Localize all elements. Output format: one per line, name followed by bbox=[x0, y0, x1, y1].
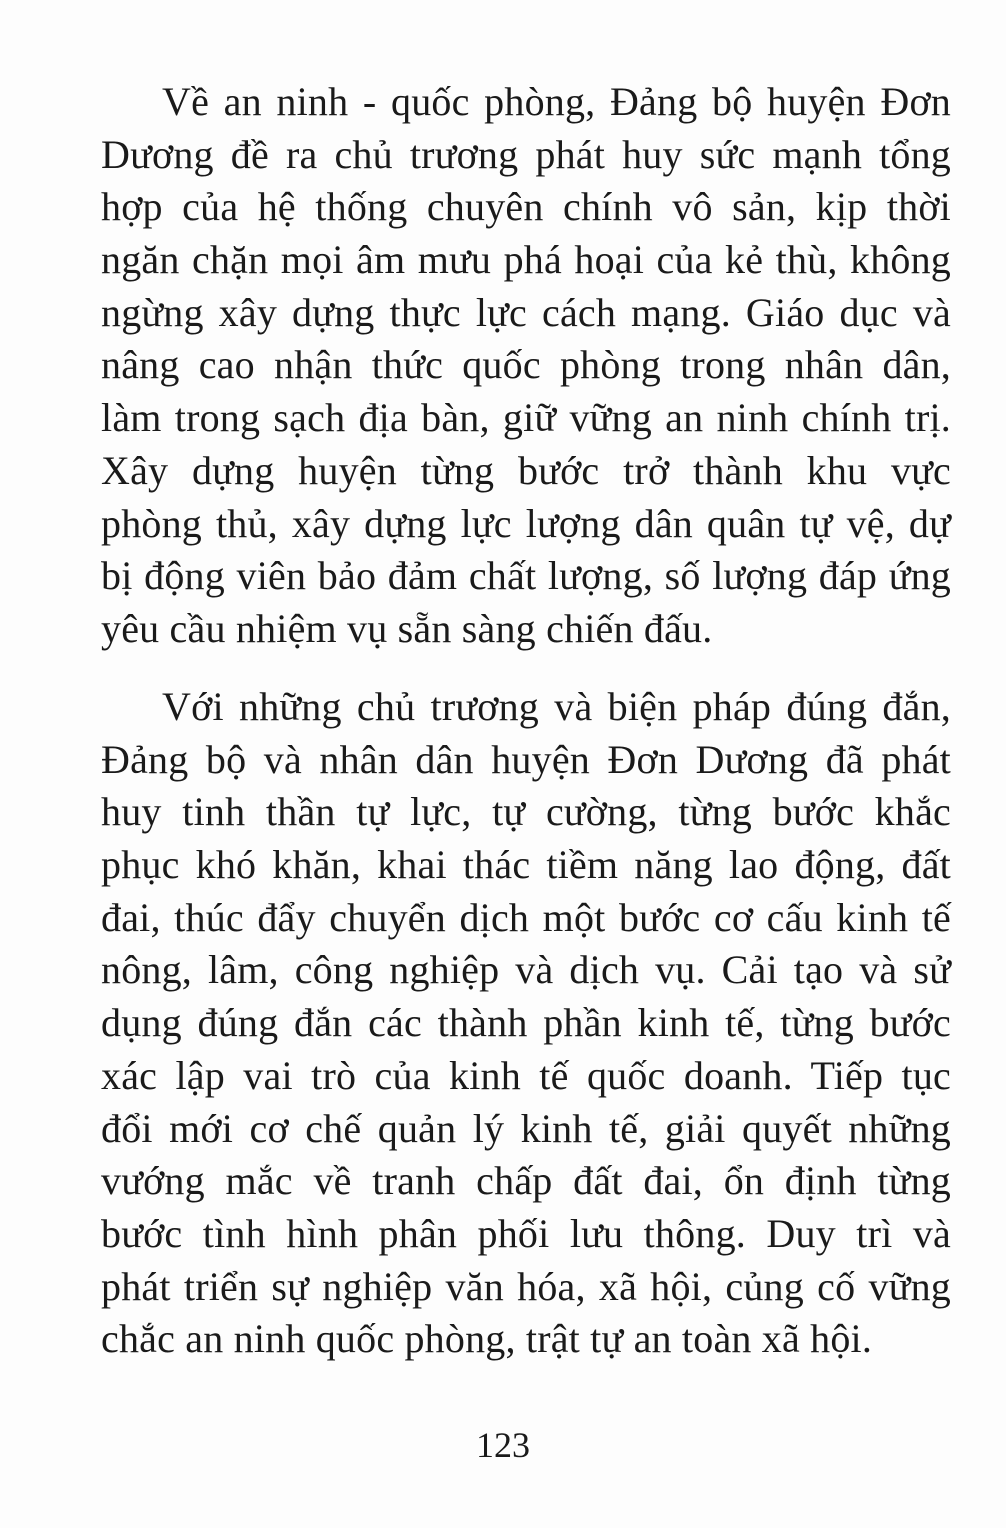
text-line: bị động viên bảo đảm chất lượng, số lượng đáp ứng bbox=[101, 553, 951, 599]
text-line: bước tình hình phân phối lưu thông. Duy trì và bbox=[101, 1210, 951, 1256]
text-line: huy tinh thần tự lực, tự cường, từng bước khắc bbox=[101, 789, 951, 835]
text-line: Đảng bộ và nhân dân huyện Đơn Dương đã phát bbox=[101, 736, 951, 782]
text-line: làm trong sạch địa bàn, giữ vững an ninh chính trị. bbox=[101, 395, 951, 441]
text-line: ngừng xây dựng thực lực cách mạng. Giáo dục và bbox=[101, 289, 951, 335]
text-line: phòng thủ, xây dựng lực lượng dân quân tự vệ, dự bbox=[101, 500, 951, 546]
text-line: vướng mắc về tranh chấp đất đai, ổn định từng bbox=[101, 1158, 951, 1204]
text-line: phục khó khăn, khai thác tiềm năng lao động, đất bbox=[101, 842, 951, 888]
text-line: xác lập vai trò của kinh tế quốc doanh. Tiếp tục bbox=[101, 1052, 951, 1098]
text-line: nông, lâm, công nghiệp và dịch vụ. Cải tạo và sử bbox=[101, 947, 951, 993]
paragraph-policies-results bbox=[101, 681, 951, 1366]
text-line: yêu cầu nhiệm vụ sẵn sàng chiến đấu. bbox=[101, 605, 713, 651]
paragraph-security-defense bbox=[101, 76, 951, 656]
text-line: Với những chủ trương và biện pháp đúng đắn, bbox=[162, 684, 951, 729]
text-line: Dương đề ra chủ trương phát huy sức mạnh tổng bbox=[101, 131, 951, 177]
text-line: hợp của hệ thống chuyên chính vô sản, kịp thời bbox=[101, 184, 951, 230]
text-line: Xây dựng huyện từng bước trở thành khu vực bbox=[101, 447, 951, 493]
text-line: chắc an ninh quốc phòng, trật tự an toàn xã hội. bbox=[101, 1316, 873, 1362]
text-line: đai, thúc đẩy chuyển dịch một bước cơ cấu kinh tế bbox=[101, 894, 951, 940]
text-line: đổi mới cơ chế quản lý kinh tế, giải quyết những bbox=[101, 1105, 951, 1151]
text-line: Về an ninh - quốc phòng, Đảng bộ huyện Đơn bbox=[162, 79, 951, 124]
text-line: ngăn chặn mọi âm mưu phá hoại của kẻ thù, không bbox=[101, 237, 951, 283]
text-line: dụng đúng đắn các thành phần kinh tế, từng bước bbox=[101, 1000, 951, 1046]
page-number: 123 bbox=[476, 1425, 530, 1465]
text-line: nâng cao nhận thức quốc phòng trong nhân dân, bbox=[101, 342, 951, 388]
text-line: phát triển sự nghiệp văn hóa, xã hội, củng cố vững bbox=[101, 1263, 951, 1309]
